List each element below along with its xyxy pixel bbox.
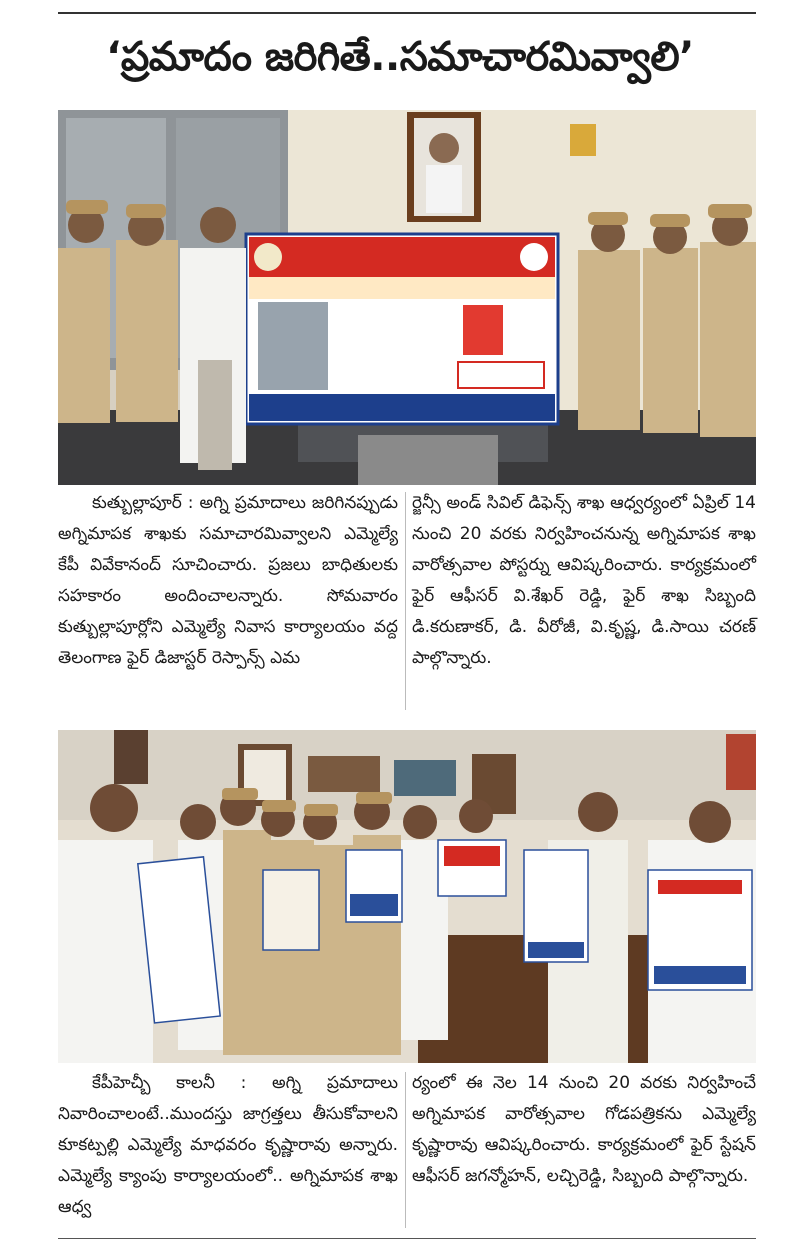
column-divider [405,492,406,710]
photo-poster-release-2 [58,730,756,1063]
story1-text-b: ర్జెన్సీ అండ్ సివిల్ డిఫెన్స్ శాఖ ఆధ్వర్యంలో ఏప్రిల్ 14 నుంచి 20 వరకు నిర్వహించనున్న అగ్నిమాపక శాఖ వారోత్సవాల పోస్టర్ను ఆవిష్కరించారు. కార్యక్రమంలో ఫైర్ ఆఫీసర్ వి.శేఖర్ రెడ్డి, ఫైర్ శాఖ సిబ్బంది డి.కరుణాకర్, డి. వీరోజీ, వి.కృష్ణ, డి.సాయి చరణ్ పాల్గొన్నారు. [412,493,756,668]
bottom-rule [58,1238,756,1239]
photo-poster-release-1 [58,110,756,485]
column-divider-2 [405,1072,406,1228]
story1-text-a: కుత్బుల్లాపూర్ : అగ్ని ప్రమాదాలు జరిగినప్పుడు అగ్నిమాపక శాఖకు సమాచారమివ్వాలని ఎమ్మెల్యే కేపీ వివేకానంద్ సూచించారు. ప్రజలు బాధితులకు సహకారం అందించాలన్నారు. సోమవారం కుత్బుల్లాపూర్లోని ఎమ్మెల్యే నివాస కార్యాలయం వద్ద తెలంగాణ ఫైర్ డిజాస్టర్ రెస్పాన్స్ ఎమ [58,493,398,668]
headline: ‘ప్రమాదం జరిగితే..సమాచారమివ్వాలి’ [106,34,694,80]
story2-column-1 [58,1068,398,1223]
banner [246,234,558,424]
story1-column-2 [412,488,756,674]
story2-text-a: కేపీహెచ్బీ కాలనీ : అగ్ని ప్రమాదాలు నివారించాలంటే..ముందస్తు జాగ్రత్తలు తీసుకోవాలని కూకట్పల్లి ఎమ్మెల్యే మాధవరం కృష్ణారావు అన్నారు. ఎమ్మెల్యే క్యాంపు కార్యాలయంలో.. అగ్నిమాపక శాఖ ఆధ్వ [58,1073,398,1217]
story2-column-2 [412,1068,756,1192]
story1-column-1 [58,488,398,674]
story2-text-b: ర్యంలో ఈ నెల 14 నుంచి 20 వరకు నిర్వహించే అగ్నిమాపక వారోత్సవాల గోడపత్రికను ఎమ్మెల్యే కృష్ణారావు ఆవిష్కరించారు. కార్యక్రమంలో ఫైర్ స్టేషన్ ఆఫీసర్ జగన్మోహన్, లచ్చిరెడ్డి, సిబ్బంది పాల్గొన్నారు. [412,1073,756,1186]
top-rule [58,12,756,14]
